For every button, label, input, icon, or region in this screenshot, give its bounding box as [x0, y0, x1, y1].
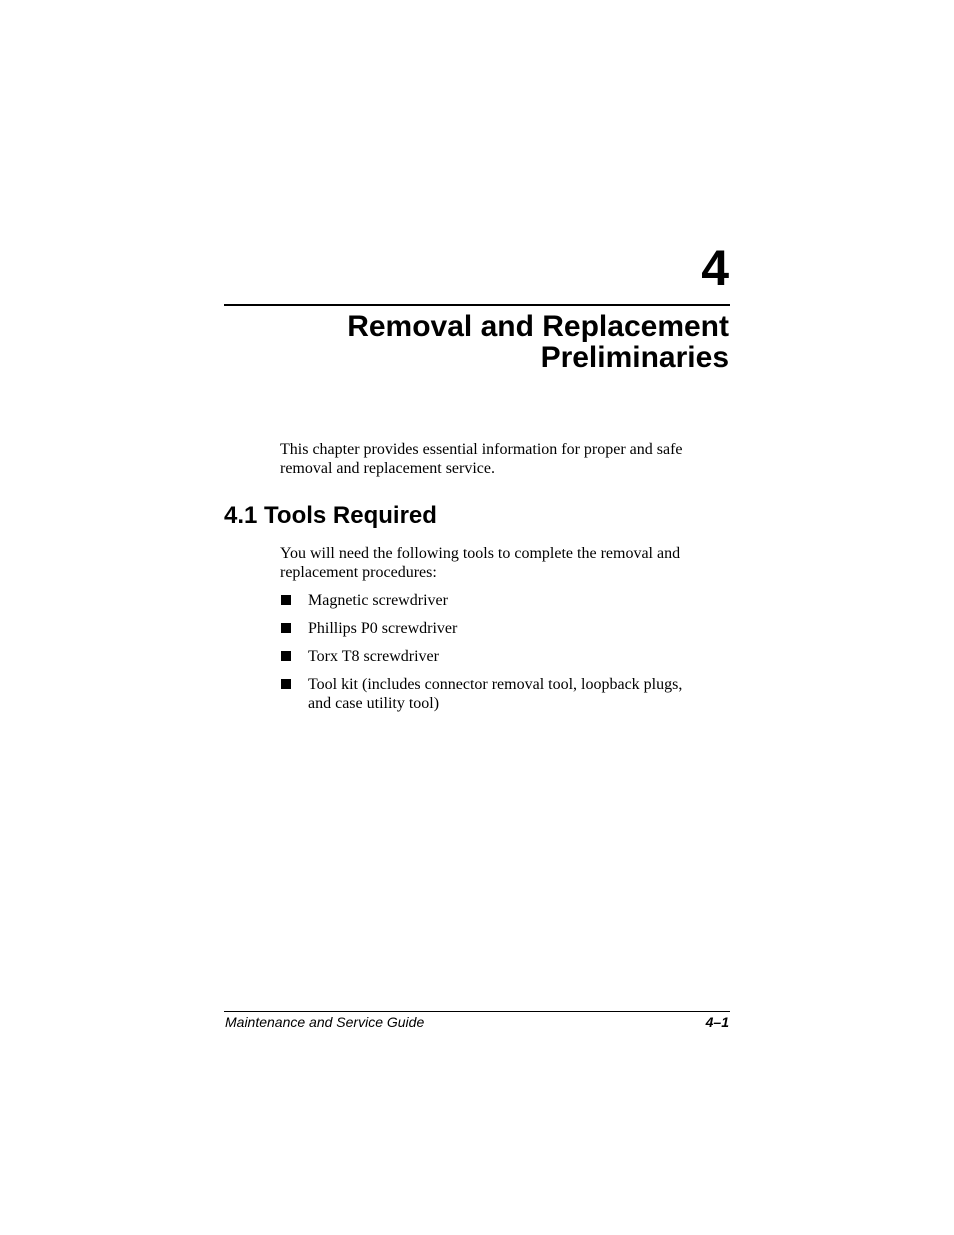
list-item-line: Magnetic screwdriver — [308, 592, 448, 609]
square-bullet-icon — [281, 651, 291, 661]
list-item-text — [308, 619, 730, 638]
list-item-text — [308, 647, 730, 666]
chapter-title — [229, 311, 729, 373]
section-intro-line: replacement procedures: — [280, 564, 437, 581]
list-item-text — [308, 591, 730, 610]
list-item-line: Tool kit (includes connector removal tool, loopback plugs, — [308, 676, 683, 693]
list-item-line: Torx T8 screwdriver — [308, 648, 439, 665]
list-item-line: and case utility tool) — [308, 695, 440, 712]
chapter-title-line: Removal and Replacement — [347, 310, 729, 343]
tools-list — [280, 591, 730, 722]
list-item — [280, 675, 730, 713]
list-item — [280, 647, 730, 666]
intro-line: This chapter provides essential information for proper and safe — [280, 441, 683, 458]
chapter-intro-paragraph — [280, 440, 730, 478]
footer-guide-title: Maintenance and Service Guide — [225, 1014, 425, 1030]
square-bullet-icon — [281, 595, 291, 605]
intro-line: removal and replacement service. — [280, 460, 495, 477]
footer-page-number: 4–1 — [705, 1014, 729, 1030]
footer-divider — [224, 1011, 730, 1012]
chapter-number: 4 — [701, 240, 729, 296]
square-bullet-icon — [281, 679, 291, 689]
chapter-title-line: Preliminaries — [540, 341, 729, 374]
list-item-line: Phillips P0 screwdriver — [308, 620, 458, 637]
list-item-text — [308, 675, 730, 713]
chapter-divider — [224, 304, 730, 306]
list-item — [280, 591, 730, 610]
list-item — [280, 619, 730, 638]
section-heading: 4.1 Tools Required — [224, 502, 437, 529]
square-bullet-icon — [281, 623, 291, 633]
section-intro-paragraph — [280, 544, 730, 582]
section-intro-line: You will need the following tools to complete the removal and — [280, 545, 681, 562]
